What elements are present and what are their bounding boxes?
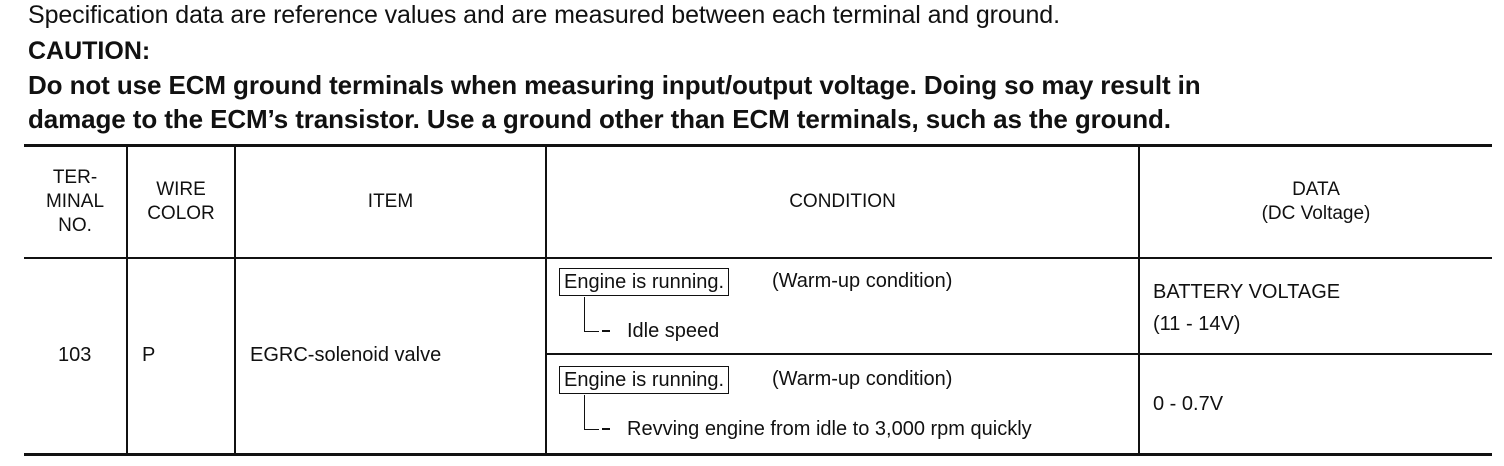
condition-detail: Revving engine from idle to 3,000 rpm quickly: [627, 418, 1032, 440]
header-wire-line: WIRE: [156, 179, 206, 200]
condition-bracket: [584, 395, 599, 430]
condition-bracket: [584, 297, 599, 332]
intro-text: Specification data are reference values and are measured between each terminal and ground.: [28, 1, 1060, 29]
condition-dash: [602, 330, 610, 332]
header-condition: [547, 147, 1138, 257]
caution-text: [28, 68, 1498, 136]
header-terminal-no: [24, 147, 126, 257]
terminal-number: 103: [58, 344, 92, 366]
header-data-line: DATA: [1292, 179, 1340, 200]
table-header-rule: [24, 257, 1492, 259]
header-wire-color: [128, 147, 234, 257]
condition-row-divider: [545, 353, 1492, 355]
header-item: [236, 147, 545, 257]
header-terminal-line: NO.: [58, 215, 92, 236]
caution-line-2: damage to the ECM’s transistor. Use a ground other than ECM terminals, such as the ground.: [28, 104, 1171, 134]
data-value-line: (11 - 14V): [1153, 313, 1241, 335]
header-terminal-line: TER-: [52, 167, 98, 188]
data-value-line: BATTERY VOLTAGE: [1153, 281, 1341, 303]
condition-note: (Warm-up condition): [772, 368, 953, 390]
condition-note: (Warm-up condition): [772, 270, 953, 292]
header-condition-label: CONDITION: [789, 191, 896, 212]
header-item-label: ITEM: [367, 191, 414, 212]
table-bottom-rule: [24, 453, 1492, 456]
caution-title: CAUTION:: [28, 37, 151, 65]
wire-color: P: [142, 344, 156, 366]
condition-state-box: Engine is running.: [559, 268, 729, 296]
condition-state-box: Engine is running.: [559, 366, 729, 394]
data-value-line: 0 - 0.7V: [1153, 393, 1224, 415]
condition-dash: [602, 428, 610, 430]
header-wire-line: COLOR: [147, 203, 215, 224]
header-data: [1140, 147, 1492, 257]
header-data-line: (DC Voltage): [1261, 203, 1371, 224]
header-terminal-line: MINAL: [45, 191, 105, 212]
caution-line-1: Do not use ECM ground terminals when measuring input/output voltage. Doing so may result in: [28, 70, 1201, 100]
condition-detail: Idle speed: [627, 320, 720, 342]
item-name: EGRC-solenoid valve: [250, 344, 442, 366]
